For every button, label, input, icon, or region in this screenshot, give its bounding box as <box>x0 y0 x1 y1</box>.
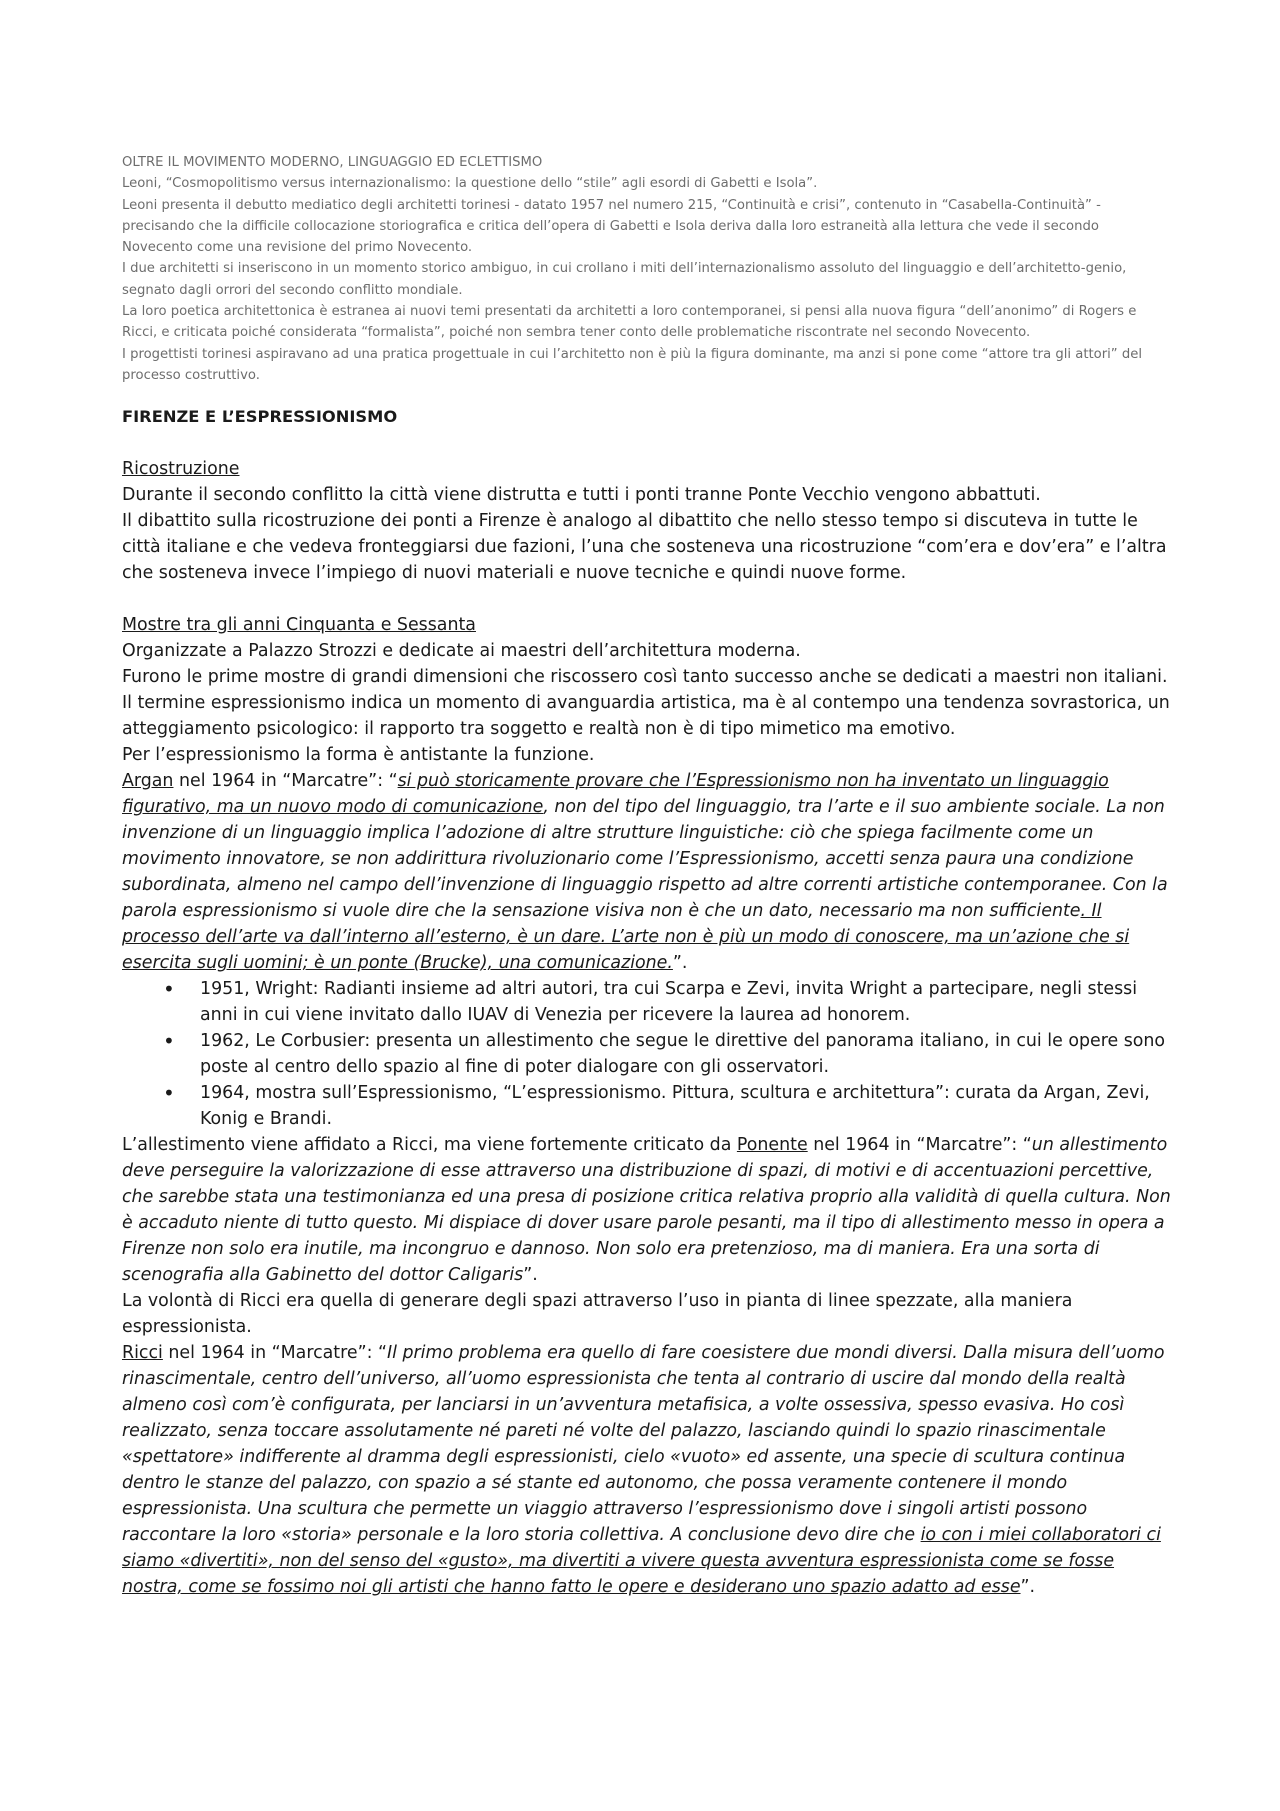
paragraph: Il dibattito sulla ricostruzione dei ponti a Firenze è analogo al dibattito che nello stesso tempo si discuteva in tutte le città italiane e che vedeva fronteggiarsi due fazioni, l’una che sosteneva una ricostruzione “com’era e dov’era” e l’altra che sosteneva invece l’impiego di nuovi materiali e nuove tecniche e quindi nuove forme. <box>122 511 1167 584</box>
section-title: FIRENZE E L’ESPRESSIONISMO <box>122 407 398 427</box>
author-ponente: Ponente <box>736 1135 808 1156</box>
quote-text: un allestimento deve perseguire la valorizzazione di esse attraverso una distribuzione di spazi, di motivi e di accentuazioni percettive, che sarebbe stata una testimonianza ed una presa di posizione critica relativa proprio alla validità di quella cultura. Non è accaduto niente di tutto questo. Mi dispiace di dover usare parole pesanti, ma il tipo di allestimento messo in opera a Firenze non solo era inutile, ma incongruo e dannoso. Non solo era pretenzioso, ma di maniera. Era una sorta di scenografia alla Gabinetto del dottor Caligaris <box>122 1135 1171 1286</box>
quote-text: Il primo problema era quello di fare coesistere due mondi diversi. Dalla misura dell’uomo rinascimentale, centro dell’universo, all’uomo espressionista che tenta al contrario di uscire dal mondo della realtà almeno così com’è configurata, per lanciarsi in un’avventura metafisica, a volte ossessiva, spesso evasiva. Ho così realizzato, senza toccare assolutamente né pareti né volte del palazzo, lasciando quindi lo spazio rinascimentale «spettatore» indifferente al dramma degli espressionisti, cielo «vuoto» ed assente, una specie di scultura continua dentro le stanze del palazzo, con spazio a sé stante ed autonomo, che possa veramente contenere il mondo espressionista. Una scultura che permette un viaggio attraverso l’espressionismo dove i singoli artisti possono raccontare la loro «storia» personale e la loro storia collettiva. A conclusione devo dire che <box>122 1343 1165 1546</box>
argan-quote-paragraph <box>122 768 1172 976</box>
intro-paragraph: La loro poetica architettonica è estranea ai nuovi temi presentati da architetti a loro contemporanei, si pensi alla nuova figura “dell’anonimo” di Rogers e Ricci, e criticata poiché considerata “formalista”, poiché non sembra tener conto delle problematiche riscontrate nel secondo Novecento. <box>122 304 1137 341</box>
paragraph: La volontà di Ricci era quella di generare degli spazi attraverso l’uso in pianta di linee spezzate, alla maniera espressionista. <box>122 1291 1073 1338</box>
paragraph: Per l’espressionismo la forma è antistante la funzione. <box>122 745 595 766</box>
document-page <box>122 152 1172 1600</box>
author-argan: Argan <box>122 771 174 792</box>
quote-text: , non del tipo del linguaggio, tra l’arte e il suo ambiente sociale. La non invenzione di un linguaggio implica l’adozione di altre strutture linguistiche: ciò che spiega facilmente come un movimento innovatore, se non addirittura rivoluzionario come l’Espressionismo, accetti senza paura una condizione subordinata, almeno nel campo dell’invenzione di linguaggio rispetto ad altre correnti artistiche contemporanee. Con la parola espressionismo si vuole dire che la sensazione visiva non è che un dato, necessario ma non sufficiente <box>122 797 1168 922</box>
subsection-title-ricostruzione: Ricostruzione <box>122 459 240 480</box>
section-body <box>122 456 1172 1600</box>
quote-end: ”. <box>1020 1577 1036 1598</box>
ponente-quote-paragraph <box>122 1132 1172 1288</box>
intro-paragraph: Leoni presenta il debutto mediatico degli architetti torinesi - datato 1957 nel numero 215, “Continuità e crisi”, contenuto in “Casabella-Continuità” - precisando che la difficile collocazione storiografica e critica dell’opera di Gabetti e Isola deriva dalla loro estraneità alla lettura che vede il secondo Novecento come una revisione del primo Novecento. <box>122 197 1101 256</box>
paragraph: Furono le prime mostre di grandi dimensioni che riscossero così tanto successo anche se dedicati a maestri non italiani. <box>122 667 1168 688</box>
intro-paragraph: I progettisti torinesi aspiravano ad una pratica progettuale in cui l’architetto non è più la figura dominante, ma anzi si pone come “attore tra gli attori” del processo costruttivo. <box>122 346 1142 383</box>
quote-intro: nel 1964 in “Marcatre”: “ <box>807 1135 1032 1156</box>
quote-intro: nel 1964 in “Marcatre”: “ <box>173 771 398 792</box>
quote-intro: nel 1964 in “Marcatre”: “ <box>162 1343 387 1364</box>
list-item: • 1962, Le Corbusier: presenta un allestimento che segue le direttive del panorama italiano, in cui le opere sono poste al centro dello spazio al fine di poter dialogare con gli osservatori. <box>200 1028 1172 1080</box>
list-item: • 1951, Wright: Radianti insieme ad altri autori, tra cui Scarpa e Zevi, invita Wright a partecipare, negli stessi anni in cui viene invitato dallo IUAV di Venezia per ricevere la laurea ad honorem. <box>200 976 1172 1028</box>
paragraph-text: L’allestimento viene affidato a Ricci, ma viene fortemente criticato da <box>122 1135 737 1156</box>
intro-paragraph: I due architetti si inseriscono in un momento storico ambiguo, in cui crollano i miti dell’internazionalismo assoluto del linguaggio e dell’architetto-genio, segnato dagli orrori del secondo conflitto mondiale. <box>122 261 1127 298</box>
paragraph: Il termine espressionismo indica un momento di avanguardia artistica, ma è al contempo una tendenza sovrastorica, un atteggiamento psicologico: il rapporto tra soggetto e realtà non è di tipo mimetico ma emotivo. <box>122 693 1170 740</box>
paragraph: Organizzate a Palazzo Strozzi e dedicate ai maestri dell’architettura moderna. <box>122 641 801 662</box>
intro-paragraph: Leoni, “Cosmopolitismo versus internazionalismo: la questione dello “stile” agli esordi di Gabetti e Isola”. <box>122 176 818 192</box>
ricci-quote-paragraph <box>122 1340 1172 1600</box>
quote-underlined: si può storicamente provare che l’Espressionismo non ha inventato un linguaggio figurativo, ma un nuovo modo di comunicazione <box>122 771 1109 818</box>
quote-end: ”. <box>672 953 688 974</box>
quote-underlined: io con i miei collaboratori ci siamo «divertiti», non del senso del «gusto», ma divertiti a vivere questa avventura espressionista come se fosse nostra, come se fossimo noi gli artisti che hanno fatto le opere e desiderano uno spazio adatto ad esse <box>122 1525 1161 1598</box>
exhibition-list <box>122 976 1172 1132</box>
quote-underlined: . Il processo dell’arte va dall’interno all’esterno, è un dare. L’arte non è più un modo di conoscere, ma un’azione che si esercita sugli uomini; è un ponte (Brucke), una comunicazione. <box>122 901 1130 974</box>
intro-block <box>122 152 1172 386</box>
quote-end: ”. <box>523 1265 538 1286</box>
author-ricci: Ricci <box>122 1343 163 1364</box>
list-item: • 1964, mostra sull’Espressionismo, “L’espressionismo. Pittura, scultura e architettura”: curata da Argan, Zevi, Konig e Brandi. <box>200 1080 1172 1132</box>
intro-title: OLTRE IL MOVIMENTO MODERNO, LINGUAGGIO ED ECLETTISMO <box>122 155 543 170</box>
subsection-title-mostre: Mostre tra gli anni Cinquanta e Sessanta <box>122 615 476 636</box>
paragraph: Durante il secondo conflitto la città viene distrutta e tutti i ponti tranne Ponte Vecchio vengono abbattuti. <box>122 485 1041 506</box>
